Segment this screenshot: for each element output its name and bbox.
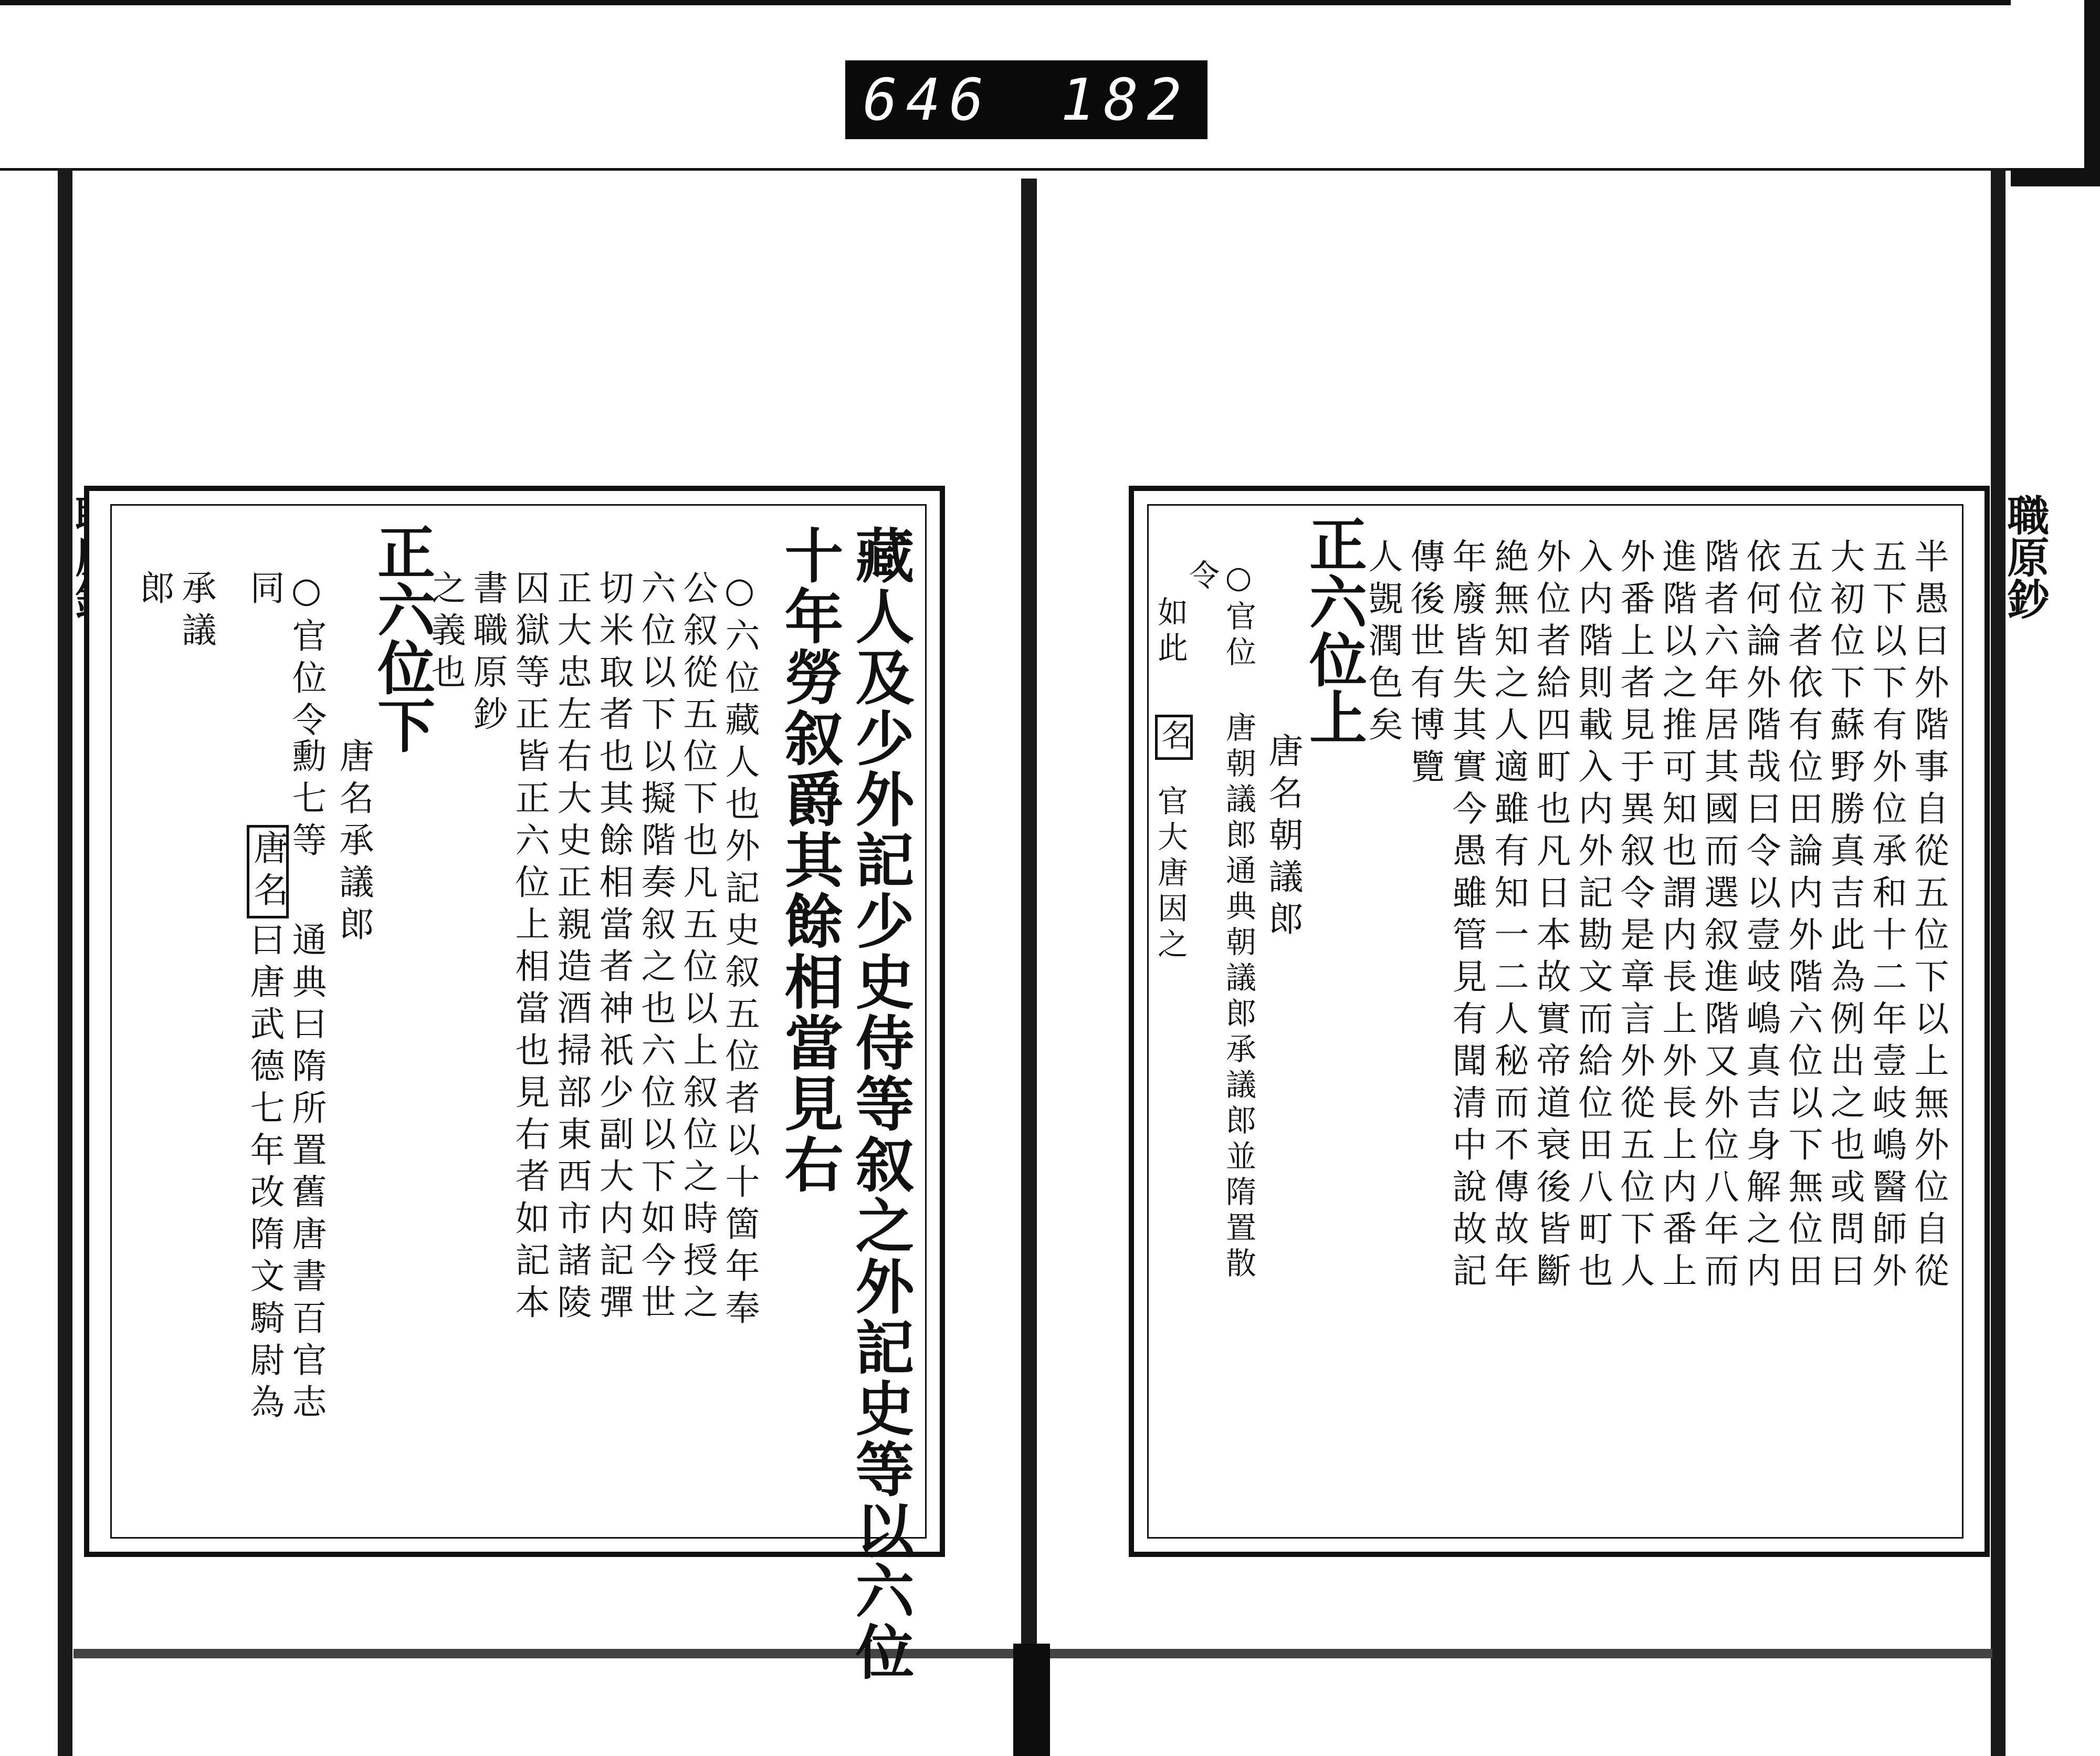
catalog-label-right-number: 182	[1060, 66, 1190, 133]
right-body-line-4: 五位者依有位田論内外階六位以下無位田	[1782, 538, 1823, 1294]
right-page-bottom-edge	[1047, 1649, 1992, 1658]
left-body-line-7: 書職原鈔	[467, 570, 508, 738]
left-note-line-6: 曰唐武德七年改隋文騎尉為	[244, 922, 285, 1426]
right-page	[1129, 486, 1990, 1557]
right-body-line-7: 進階以之推可知也謂内長上外長上内番上	[1656, 538, 1697, 1294]
right-body-line-6: 階者六年居其國而選叙進階又外位八年而	[1698, 538, 1739, 1294]
left-heading-2: 十年勞叙爵其餘相當見右	[775, 525, 844, 1195]
left-rank-title: 正六位下	[368, 522, 436, 754]
left-heading-1: 藏人及少外記少史侍等叙之外記史等以六位	[846, 525, 915, 1682]
left-note-line-1: ○官位令	[286, 570, 327, 744]
right-note-line-6: 官大唐因之	[1152, 785, 1188, 964]
right-note-line-3: 令	[1184, 559, 1220, 595]
name-stamp	[247, 822, 289, 922]
left-body-line-4: 切米取者也其餘相當者神祇少副大内記彈	[593, 570, 634, 1326]
catalog-label-left-number: 646	[863, 66, 992, 133]
left-note-line-7: 承議	[176, 570, 216, 654]
left-note-line-5: 通典曰隋所置舊唐書百官志	[286, 922, 327, 1426]
top-edge-rule	[0, 0, 2100, 5]
left-note-line-3: 勳七等	[286, 738, 327, 864]
right-body-line-2: 五下以下有外位承和十二年壹岐嶋醫師外	[1866, 538, 1907, 1294]
right-body-line-3: 大初位下蘇野勝真吉此為例出之也或問曰	[1824, 538, 1865, 1294]
right-note-line-4: 如此	[1152, 596, 1188, 667]
left-page	[84, 486, 945, 1682]
left-rank-tang-name: 唐名承議郎	[333, 738, 374, 948]
scanner-corner-inset	[2011, 0, 2084, 168]
right-body-line-10: 外位者給四町也凡日本故實帝道衰後皆斷	[1530, 538, 1571, 1294]
right-body-line-5: 依何論外階哉曰令以壹岐嶋真吉身解之内	[1740, 538, 1781, 1294]
right-note-line-1: ○官位	[1221, 559, 1256, 672]
right-body-line-9: 入内階則載入内外記勘文而給位田八町也	[1572, 538, 1613, 1294]
right-body-line-14: 人覬潤色矣	[1362, 538, 1403, 748]
right-body-line-8: 外番上者見于異叙令是章言外從五位下人	[1614, 538, 1655, 1294]
left-body-line-6: 囚獄等正皆正六位上相當也見右者如記本	[509, 570, 550, 1326]
right-body-line-11: 絶無知之人適雖有知一二人秘而不傳故年	[1488, 538, 1529, 1294]
left-note-line-8: 郎	[134, 570, 174, 612]
catalog-label	[845, 60, 1208, 139]
right-margin-title: 職原鈔	[2000, 494, 2050, 620]
right-rank-title: 正六位上	[1300, 515, 1368, 746]
left-note-line-2: 同	[244, 570, 285, 612]
right-note-stamp-wrap	[1155, 712, 1193, 763]
right-body-line-13: 傳後世有博覽	[1404, 538, 1445, 790]
right-note-line-2: 唐朝議郎通典朝議郎承議郎並隋置散	[1221, 712, 1256, 1283]
left-note-stamp: 唐名	[247, 825, 289, 918]
spine-bottom-shadow	[1013, 1644, 1050, 1756]
left-body-line-8: 之義也	[425, 570, 466, 696]
book-spine	[1021, 179, 1037, 1756]
left-body-line-5: 正大忠左右大史正親造酒掃部東西市諸陵	[551, 570, 592, 1326]
right-body-line-1: 半愚曰外階事自從五位下以上無外位自從	[1908, 538, 1949, 1294]
right-body-line-12: 年廢皆失其實今愚雖管見有聞清中說故記	[1446, 538, 1487, 1294]
left-body-line-2: 公叙從五位下也凡五位以上叙位之時授之	[677, 570, 718, 1326]
left-body-line-1: ○六位藏人也外記史叙五位者以十箇年奉	[719, 570, 760, 1332]
left-body-line-3: 六位以下以擬階奏叙之也六位以下如今世	[635, 570, 676, 1326]
right-note-stamp: 名	[1155, 715, 1193, 760]
right-rank-tang-name: 唐名朝議郎	[1263, 733, 1303, 943]
